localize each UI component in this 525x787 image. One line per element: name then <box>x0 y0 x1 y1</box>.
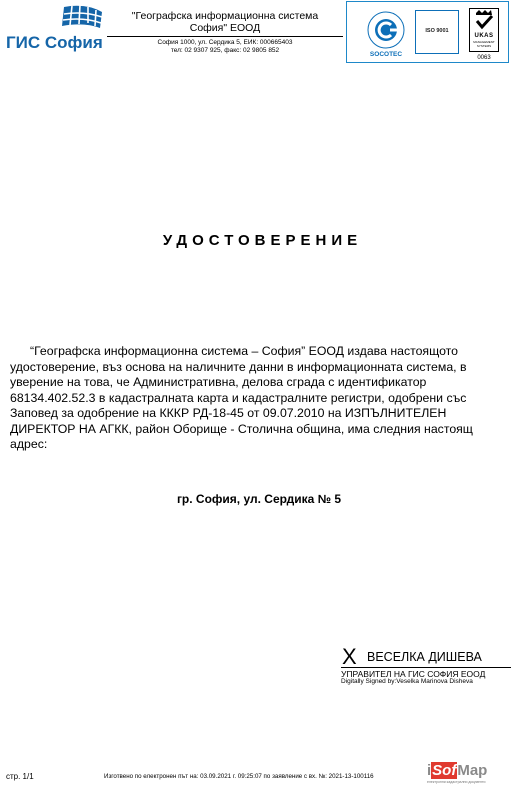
ukas-sub-label: MANAGEMENT SYSTEMS <box>473 40 495 48</box>
socotec-label: SOCOTEC <box>369 51 403 58</box>
socotec-icon <box>361 8 411 52</box>
globe-grid-icon <box>6 4 106 34</box>
isofmap-logo <box>427 764 499 786</box>
iso-label: ISO 9001 <box>425 28 449 34</box>
ukas-number: 0063 <box>477 55 491 61</box>
generation-note: Изготвено по електронен път на: 03.09.2021 г. 09:25:07 по заявление с вх. №: 2021-13-100116 <box>104 773 374 780</box>
signer-role: УПРАВИТЕЛ НА ГИС СОФИЯ ЕООД <box>341 669 486 679</box>
signature-mark: X <box>342 644 357 669</box>
certified-address: гр. София, ул. Сердика № 5 <box>176 492 342 506</box>
certificate-body: “Географска информационна система – София” ЕООД издава настоящото удостоверение, въз основа на наличните данни в информационната система, в уверение на това, че Административна, делова сграда с идентификатор 68134.402.52.3 в кадастралната карта и кадастралните регистри, одобрени със Заповед за одобрение на КККР РД-18-45 от 09.07.2010 на ИЗПЪЛНИТЕЛЕН ДИРЕКТОР НА АГКК, район Оборище - Столична община, има следния настоящ адрес: <box>10 344 473 451</box>
digital-signature-note: Digitally Signed by:Veselka Marinova Disheva <box>341 678 473 685</box>
logo-wordmark: ГИС София <box>6 33 103 52</box>
company-name-line2: София" ЕООД <box>189 22 261 34</box>
page-number: стр. 1/1 <box>6 772 34 781</box>
signer-name: ВЕСЕЛКА ДИШЕВА <box>367 650 482 664</box>
company-address: София 1000, ул. Сердика 5, ЕИК: 000665403 <box>157 39 293 46</box>
company-header <box>107 10 343 55</box>
ukas-label: UKAS <box>474 33 494 39</box>
signature-line <box>341 667 511 668</box>
document-title: УДОСТОВЕРЕНИЕ <box>162 232 363 249</box>
isofmap-tagline: електронни кадастрални документи <box>427 780 486 784</box>
company-name-line1: "Географска информационна система <box>131 10 319 22</box>
gis-sofia-logo <box>6 4 106 54</box>
header-divider <box>107 36 343 37</box>
isofmap-wordmark: iSofMap <box>427 762 488 779</box>
iso-badge <box>415 10 459 54</box>
certification-badges <box>346 1 509 63</box>
crown-check-icon <box>470 9 498 31</box>
socotec-badge <box>361 8 411 60</box>
company-phone: тел: 02 9307 925, факс: 02 9805 852 <box>170 47 280 54</box>
ukas-badge <box>467 8 503 60</box>
